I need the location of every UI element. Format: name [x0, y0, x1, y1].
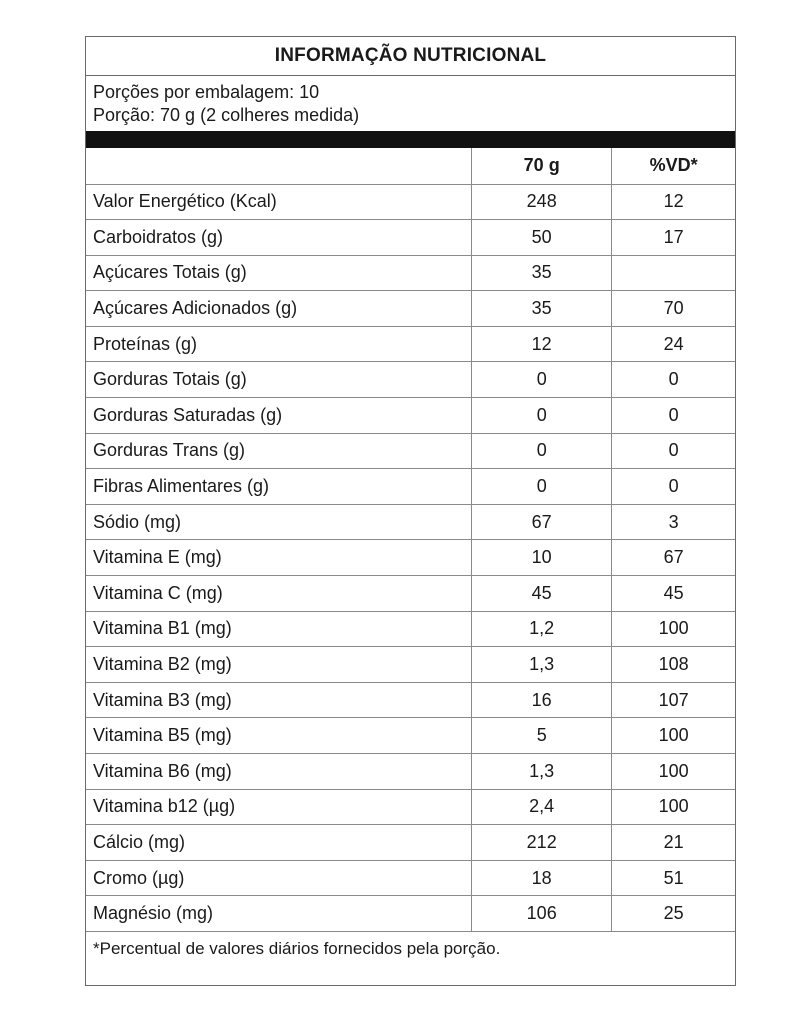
- nutrient-name: Gorduras Saturadas (g): [86, 398, 472, 434]
- nutrient-amount: 1,2: [472, 611, 612, 647]
- nutrient-name: Gorduras Totais (g): [86, 362, 472, 398]
- nutrient-name: Vitamina B1 (mg): [86, 611, 472, 647]
- table-row: [86, 576, 735, 612]
- nutrient-amount: 0: [472, 469, 612, 505]
- table-row: [86, 184, 735, 220]
- nutrient-dv: 51: [612, 860, 735, 896]
- nutrient-dv: 45: [612, 576, 735, 612]
- table-row: [86, 255, 735, 291]
- table-row: [86, 647, 735, 683]
- nutrient-name: Fibras Alimentares (g): [86, 469, 472, 505]
- nutrient-dv: 67: [612, 540, 735, 576]
- serving-info: [86, 76, 735, 131]
- nutrient-dv: 0: [612, 398, 735, 434]
- table-row: [86, 718, 735, 754]
- nutrient-amount: 45: [472, 576, 612, 612]
- nutrient-dv: 100: [612, 754, 735, 790]
- nutrient-name: Açúcares Adicionados (g): [86, 291, 472, 327]
- nutrition-table: [86, 148, 735, 932]
- servings-per-package: Porções por embalagem: 10: [93, 82, 320, 102]
- table-row: [86, 896, 735, 932]
- nutrient-amount: 0: [472, 362, 612, 398]
- nutrition-facts-label: [85, 36, 736, 986]
- nutrient-name: Vitamina b12 (µg): [86, 789, 472, 825]
- nutrient-name: Vitamina C (mg): [86, 576, 472, 612]
- nutrient-dv: 24: [612, 326, 735, 362]
- nutrient-name: Magnésio (mg): [86, 896, 472, 932]
- nutrient-dv: 17: [612, 220, 735, 256]
- nutrient-name: Vitamina B6 (mg): [86, 754, 472, 790]
- nutrient-dv: 0: [612, 433, 735, 469]
- table-row: [86, 789, 735, 825]
- serving-size: Porção: 70 g (2 colheres medida): [93, 105, 360, 125]
- nutrient-name: Carboidratos (g): [86, 220, 472, 256]
- table-row: [86, 433, 735, 469]
- table-row: [86, 860, 735, 896]
- nutrient-dv: 108: [612, 647, 735, 683]
- nutrient-dv: 107: [612, 682, 735, 718]
- nutrient-amount: 35: [472, 291, 612, 327]
- nutrient-amount: 0: [472, 433, 612, 469]
- table-row: [86, 326, 735, 362]
- table-row: [86, 825, 735, 861]
- nutrient-amount: 12: [472, 326, 612, 362]
- nutrient-name: Açúcares Totais (g): [86, 255, 472, 291]
- nutrient-dv: [612, 255, 735, 291]
- nutrient-dv: 100: [612, 789, 735, 825]
- table-row: [86, 362, 735, 398]
- nutrient-amount: 18: [472, 860, 612, 896]
- nutrient-amount: 1,3: [472, 754, 612, 790]
- table-row: [86, 682, 735, 718]
- header-amount: 70 g: [472, 148, 612, 184]
- nutrient-amount: 106: [472, 896, 612, 932]
- nutrient-amount: 16: [472, 682, 612, 718]
- header-blank: [86, 148, 472, 184]
- nutrient-amount: 5: [472, 718, 612, 754]
- table-row: [86, 611, 735, 647]
- footnote: *Percentual de valores diários fornecidos pela porção.: [93, 938, 501, 958]
- nutrient-amount: 50: [472, 220, 612, 256]
- nutrient-name: Vitamina B2 (mg): [86, 647, 472, 683]
- nutrient-name: Sódio (mg): [86, 504, 472, 540]
- nutrient-amount: 212: [472, 825, 612, 861]
- nutrient-name: Proteínas (g): [86, 326, 472, 362]
- nutrient-amount: 0: [472, 398, 612, 434]
- nutrient-name: Valor Energético (Kcal): [86, 184, 472, 220]
- nutrient-name: Gorduras Trans (g): [86, 433, 472, 469]
- nutrient-dv: 100: [612, 718, 735, 754]
- divider-bar: [86, 131, 735, 148]
- table-row: [86, 291, 735, 327]
- nutrient-dv: 21: [612, 825, 735, 861]
- nutrient-name: Vitamina E (mg): [86, 540, 472, 576]
- nutrient-amount: 1,3: [472, 647, 612, 683]
- nutrient-name: Cromo (µg): [86, 860, 472, 896]
- nutrient-dv: 0: [612, 469, 735, 505]
- nutrient-dv: 70: [612, 291, 735, 327]
- table-header-row: [86, 148, 735, 184]
- nutrient-dv: 25: [612, 896, 735, 932]
- nutrient-amount: 2,4: [472, 789, 612, 825]
- table-row: [86, 540, 735, 576]
- table-row: [86, 504, 735, 540]
- nutrient-dv: 0: [612, 362, 735, 398]
- nutrient-amount: 67: [472, 504, 612, 540]
- table-row: [86, 754, 735, 790]
- table-row: [86, 220, 735, 256]
- nutrient-dv: 100: [612, 611, 735, 647]
- nutrient-name: Vitamina B3 (mg): [86, 682, 472, 718]
- nutrient-amount: 248: [472, 184, 612, 220]
- table-row: [86, 398, 735, 434]
- nutrient-name: Cálcio (mg): [86, 825, 472, 861]
- nutrient-dv: 12: [612, 184, 735, 220]
- nutrient-dv: 3: [612, 504, 735, 540]
- nutrient-name: Vitamina B5 (mg): [86, 718, 472, 754]
- label-title: INFORMAÇÃO NUTRICIONAL: [86, 37, 735, 76]
- nutrient-amount: 35: [472, 255, 612, 291]
- table-row: [86, 469, 735, 505]
- nutrient-amount: 10: [472, 540, 612, 576]
- header-dv: %VD*: [612, 148, 735, 184]
